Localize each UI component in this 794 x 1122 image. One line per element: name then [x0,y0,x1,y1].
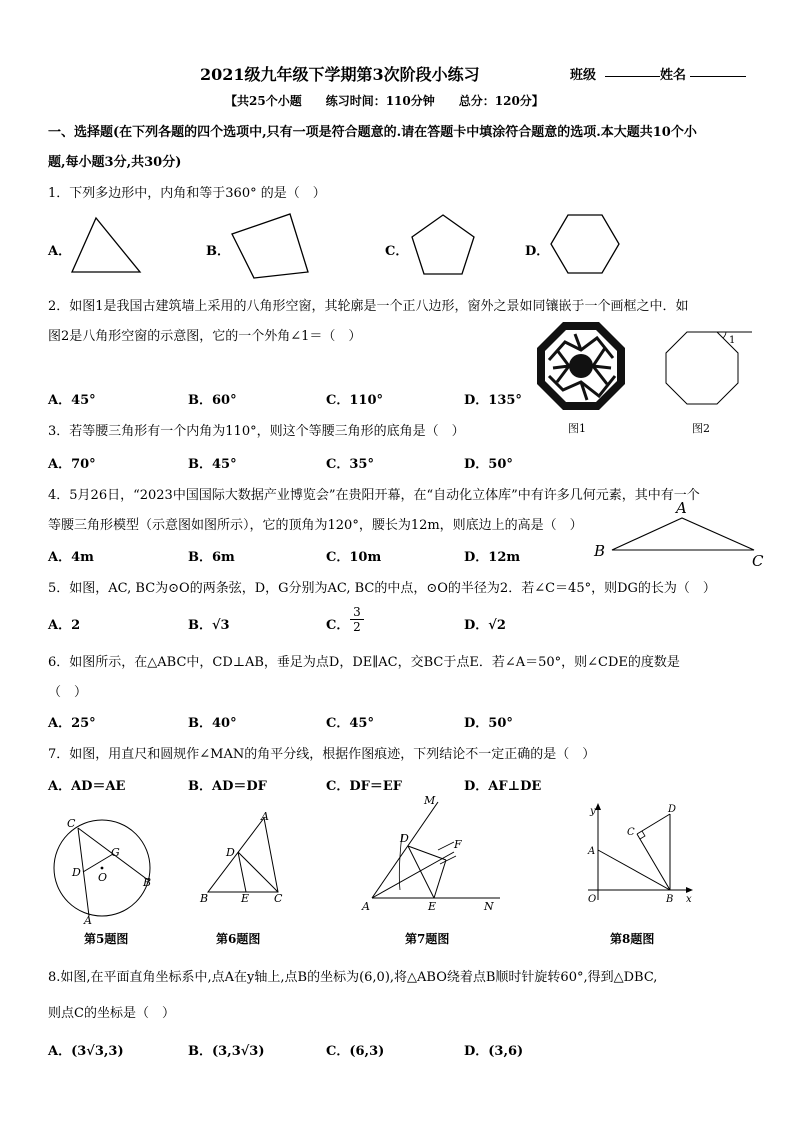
q6-stem-1: 6．如图所示，在△ABC中，CD⊥AB，垂足为点D，DE∥AC，交BC于点E．若∠A＝50°，则∠CDE的度数是 [48,655,680,670]
q4-option-c[interactable]: C．10m [326,550,382,565]
q2-option-a[interactable]: A．45° [48,393,96,408]
f7-label-n: N [484,900,494,912]
f8-label-b: B [666,894,674,905]
q6-option-d[interactable]: D．50° [464,716,513,731]
f5-label-o: O [98,871,108,884]
class-blank[interactable] [605,76,660,77]
f8-label-x: x [686,894,692,905]
q1-quadrilateral-figure [228,208,318,283]
q2-fig2-caption: 图2 [692,422,710,435]
q5-stem: 5．如图，AC, BC为⊙O的两条弦，D，G分别为AC, BC的中点，⊙O的半径为2．若∠C＝45°，则DG的长为（ ） [48,581,716,596]
fig6-caption: 第6题图 [216,932,261,946]
q2-option-c[interactable]: C．110° [326,393,383,408]
f7-label-e: E [428,900,437,912]
f8-label-y: y [590,806,596,817]
f7-label-f: F [454,838,462,851]
f8-label-a: A [588,846,596,857]
q4-stem-2: 等腰三角形模型（示意图如图所示），它的顶角为120°，腰长为12m，则底边上的高是（ ） [48,518,583,533]
q6-option-c[interactable]: C．45° [326,716,374,731]
f6-label-a: A [261,810,269,823]
q5-option-c-fraction [350,605,364,634]
q2-stem-1: 2．如图1是我国古建筑墙上采用的八角形空窗，其轮廓是一个正八边形，窗外之景如同镶嵌于一个画框之中．如 [48,299,689,314]
q2-octagon-diagram [660,328,755,410]
f8-label-d: D [668,804,677,815]
fraction-denominator: 2 [350,619,364,634]
q5-circle-figure [48,812,168,924]
fig7-caption: 第7题图 [405,932,450,946]
q8-coordinate-figure [582,800,697,910]
q2-stem-2: 图2是八角形空窗的示意图，它的一个外角∠1＝（ ） [48,329,362,344]
f5-label-b: B [143,876,152,889]
q5-option-c[interactable]: C． [326,618,350,633]
q4-label-a: A [676,499,687,517]
page-title: 2021级九年级下学期第3次阶段小练习 [200,65,480,84]
f5-label-g: G [111,846,120,859]
section-instructions-1: 一、选择题(在下列各题的四个选项中,只有一项是符合题意的.请在答题卡中填涂符合题意的选项.本大题共10个小 [48,125,697,140]
q1-stem: 1．下列多边形中，内角和等于360° 的是（ ） [48,186,326,201]
q1-hexagon-figure [548,212,624,278]
q8-option-b[interactable]: B．(3,3√3) [188,1044,265,1059]
q3-option-c[interactable]: C．35° [326,457,374,472]
q4-option-b[interactable]: B．6m [188,550,235,565]
q2-option-b[interactable]: B．60° [188,393,237,408]
class-label: 班级 [570,68,597,83]
q5-option-d[interactable]: D．√2 [464,618,506,633]
q7-angle-bisector-figure [358,790,508,912]
q4-isosceles-triangle-figure [590,498,770,570]
q4-stem-1: 4．5月26日，“2023中国国际大数据产业博览会”在贵阳开幕，在“自动化立体库”中有许多几何元素，其中有一个 [48,488,700,503]
name-blank[interactable] [690,76,746,77]
q5-option-b[interactable]: B．√3 [188,618,230,633]
q6-triangle-figure [198,810,293,902]
fig5-caption: 第5题图 [84,932,129,946]
q2-option-d[interactable]: D．135° [464,393,522,408]
fraction-numerator: 3 [353,605,361,619]
q1-option-c[interactable]: C． [385,244,409,259]
f8-label-o: O [588,894,597,905]
q6-option-b[interactable]: B．40° [188,716,237,731]
q8-option-a[interactable]: A．(3√3,3) [48,1044,124,1059]
q1-triangle-figure [66,210,146,280]
f5-label-c: C [67,817,76,830]
q4-option-d[interactable]: D．12m [464,550,521,565]
q8-stem-2: 则点C的坐标是（ ） [48,1006,175,1021]
q3-option-a[interactable]: A．70° [48,457,96,472]
q4-label-b: B [594,542,606,560]
q8-stem-1: 8.如图,在平面直角坐标系中,点A在y轴上,点B的坐标为(6,0),将△ABO绕着点B顺时针旋转60°,得到△DBC, [48,970,658,985]
q6-option-a[interactable]: A．25° [48,716,96,731]
q8-option-c[interactable]: C．(6,3) [326,1044,385,1059]
q1-pentagon-figure [410,212,480,280]
q1-option-a[interactable]: A． [48,244,72,259]
q2-fig1-caption: 图1 [568,422,586,435]
q7-option-c[interactable]: C．DF＝EF [326,779,402,794]
q6-stem-2: （ ） [48,685,88,700]
fig8-caption: 第8题图 [610,932,655,946]
exam-info: 【共25个小题 练习时间：110分钟 总分：120分】 [225,94,544,108]
name-label: 姓名 [660,68,687,83]
q3-stem: 3．若等腰三角形有一个内角为110°，则这个等腰三角形的底角是（ ） [48,424,465,439]
f7-label-m: M [424,794,436,807]
q3-option-b[interactable]: B．45° [188,457,237,472]
q1-option-d[interactable]: D． [525,244,550,259]
q4-label-c: C [752,552,764,570]
f5-label-a: A [84,914,92,924]
q5-option-a[interactable]: A．2 [48,618,81,633]
q7-option-a[interactable]: A．AD＝AE [48,779,126,794]
section-instructions-2: 题,每小题3分,共30分) [48,155,182,170]
q7-option-d[interactable]: D．AF⊥DE [464,779,542,794]
f6-label-b: B [200,892,209,902]
f8-label-c: C [627,827,635,838]
q1-option-b[interactable]: B． [206,244,230,259]
q8-option-d[interactable]: D．(3,6) [464,1044,524,1059]
f6-label-d: D [226,846,235,859]
q2-octagon-window-image [535,320,627,412]
f7-label-a: A [362,900,370,912]
f6-label-e: E [241,892,250,902]
q3-option-d[interactable]: D．50° [464,457,513,472]
q7-stem: 7．如图，用直尺和圆规作∠MAN的角平分线，根据作图痕迹，下列结论不一定正确的是（ ） [48,747,596,762]
q4-option-a[interactable]: A．4m [48,550,94,565]
f6-label-c: C [274,892,283,902]
q2-angle-1-label: 1 [729,335,736,346]
q7-option-b[interactable]: B．AD＝DF [188,779,267,794]
f7-label-d: D [400,832,409,845]
f5-label-d: D [72,866,81,879]
